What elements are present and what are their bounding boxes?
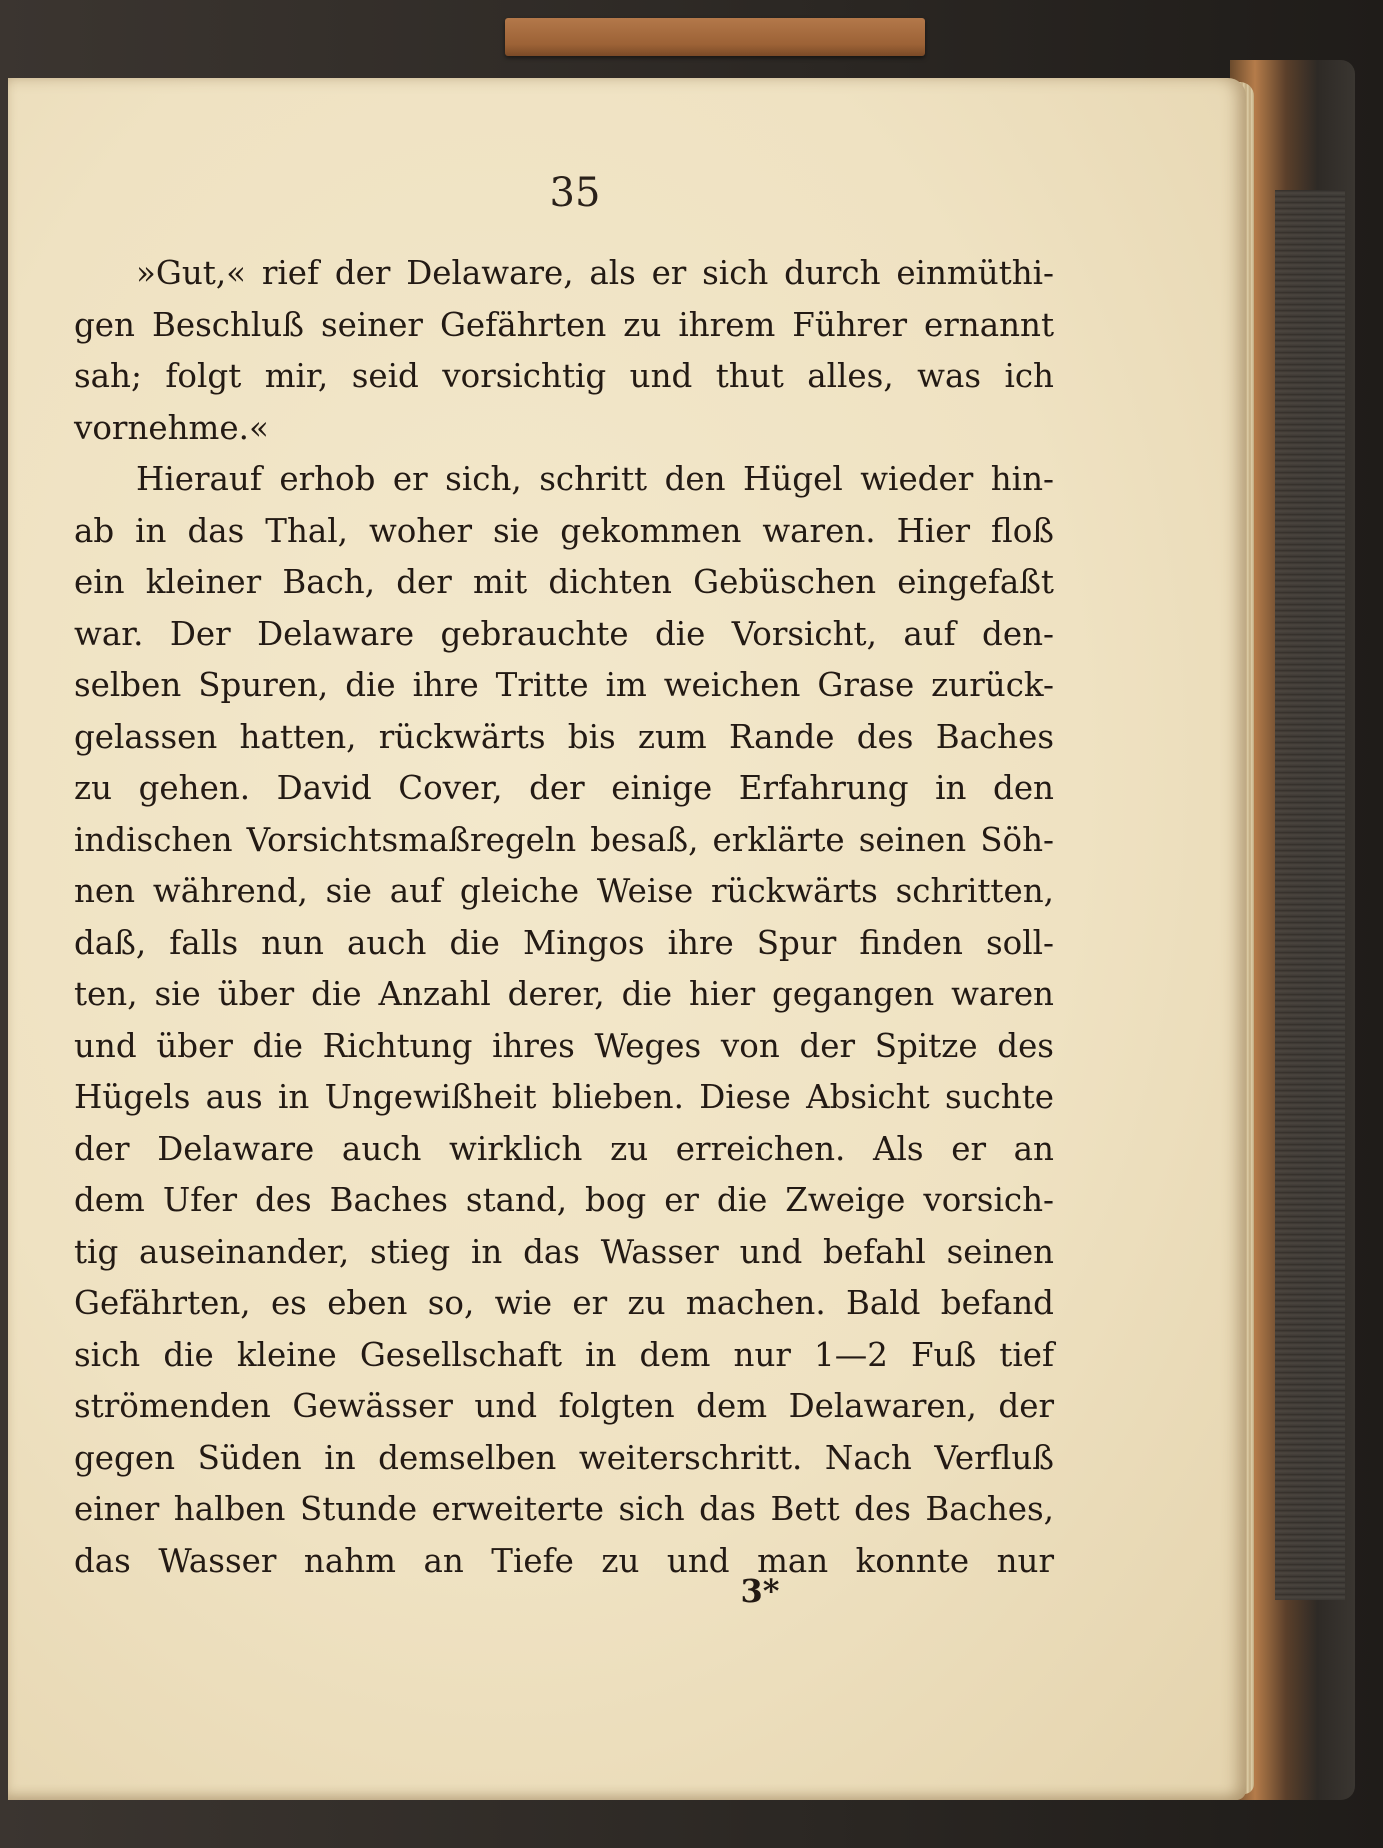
text-line: ab in das Thal, woher sie gekommen waren. Hier floß <box>74 511 1054 550</box>
text-line: einer halben Stunde erweiterte sich das Bett des Baches, <box>74 1490 1054 1528</box>
text-line: gegen Süden in demselben weiterschritt. Nach Verfluß <box>74 1438 1054 1477</box>
book-cover-texture <box>1275 190 1345 1600</box>
text-line: Hügels aus in Ungewißheit blieben. Diese Absicht suchte <box>74 1078 1054 1116</box>
binding-tape <box>505 18 925 56</box>
text-line: daß, falls nun auch die Mingos ihre Spur finden soll- <box>74 923 1054 962</box>
text-line: gelassen hatten, rückwärts bis zum Rande des Baches <box>74 717 1054 756</box>
text-line: der Delaware auch wirklich zu erreichen. Als er an <box>74 1129 1054 1168</box>
text-line: zu gehen. David Cover, der einige Erfahrung in den <box>74 769 1054 807</box>
text-line: sich die kleine Gesellschaft in dem nur 1—2 Fuß tief <box>74 1335 1054 1374</box>
text-line: ein kleiner Bach, der mit dichten Gebüschen eingefaßt <box>74 563 1054 601</box>
text-line: nen während, sie auf gleiche Weise rückwärts schritten, <box>74 872 1054 910</box>
text-line: sah; folgt mir, seid vorsichtig und thut alles, was ich <box>74 357 1054 395</box>
text-line: gen Beschluß seiner Gefährten zu ihrem Führer ernannt <box>74 305 1054 344</box>
text-line: indischen Vorsichtsmaßregeln besaß, erklärte seinen Söh- <box>74 820 1054 859</box>
body-text <box>74 248 1054 1587</box>
text-line: das Wasser nahm an Tiefe zu und man konnte nur <box>74 1541 1054 1580</box>
text-line: dem Ufer des Baches stand, bog er die Zweige vorsich- <box>74 1181 1054 1219</box>
text-line: vornehme.« <box>74 408 269 447</box>
text-line: tig auseinander, stieg in das Wasser und befahl seinen <box>74 1232 1054 1271</box>
text-line: strömenden Gewässer und folgten dem Delawaren, der <box>74 1387 1054 1425</box>
signature-mark: 3* <box>740 1572 780 1610</box>
text-line: war. Der Delaware gebrauchte die Vorsicht, auf den- <box>74 614 1054 653</box>
text-line: ten, sie über die Anzahl derer, die hier gegangen waren <box>74 975 1054 1013</box>
text-line: Gefährten, es eben so, wie er zu machen. Bald befand <box>74 1284 1054 1322</box>
text-line: selben Spuren, die ihre Tritte im weichen Grase zurück- <box>74 666 1054 704</box>
page-number: 35 <box>549 170 601 216</box>
text-line: Hierauf erhob er sich, schritt den Hügel wieder hin- <box>136 460 1054 498</box>
text-line: »Gut,« rief der Delaware, als er sich durch einmüthi- <box>136 254 1054 292</box>
text-line: und über die Richtung ihres Weges von der Spitze des <box>74 1026 1054 1065</box>
